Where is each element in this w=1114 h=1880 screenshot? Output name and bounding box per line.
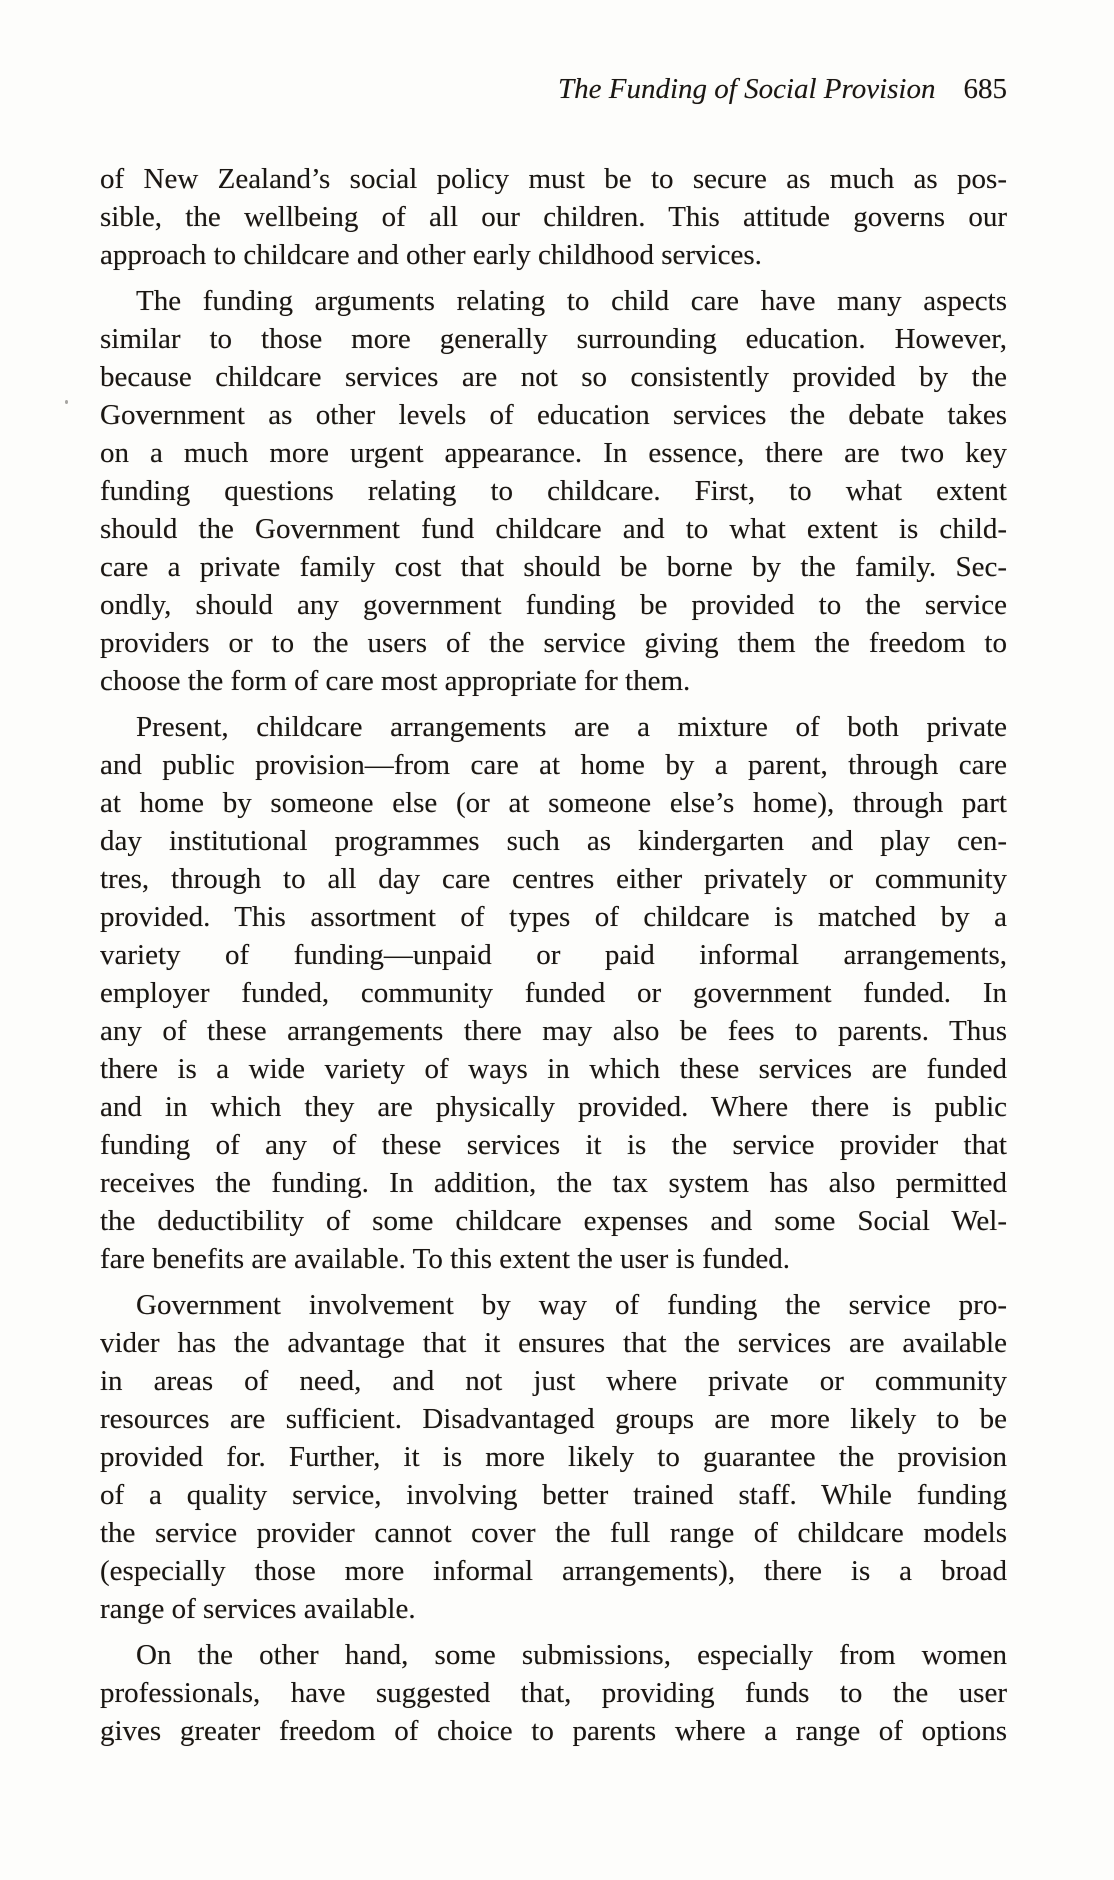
text-line: there is a wide variety of ways in which these services are funded [100,1053,1007,1085]
text-line: any of these arrangements there may also be fees to parents. Thus [100,1015,1007,1047]
text-line: variety of funding—unpaid or paid informal arrangements, [100,939,1007,971]
paragraph [100,1286,1007,1628]
text-line: provided. This assortment of types of childcare is matched by a [100,901,1007,933]
text-line: in areas of need, and not just where private or community [100,1365,1007,1397]
text-line: funding questions relating to childcare. First, to what extent [100,475,1007,507]
text-line: range of services available. [100,1593,416,1625]
text-line: and in which they are physically provided. Where there is public [100,1091,1007,1123]
text-line: professionals, have suggested that, providing funds to the user [100,1677,1007,1709]
text-line: ondly, should any government funding be provided to the service [100,589,1007,621]
text-line: Present, childcare arrangements are a mixture of both private [136,711,1007,743]
text-line: should the Government fund childcare and to what extent is child- [100,513,1007,545]
text-line: vider has the advantage that it ensures that the services are available [100,1327,1007,1359]
text-line: day institutional programmes such as kindergarten and play cen- [100,825,1007,857]
text-line: care a private family cost that should be borne by the family. Sec- [100,551,1007,583]
text-line: tres, through to all day care centres either privately or community [100,863,1007,895]
text-line: because childcare services are not so consistently provided by the [100,361,1007,393]
text-line: choose the form of care most appropriate for them. [100,665,691,697]
page-body [100,160,1007,1750]
page-number: 685 [963,73,1007,105]
text-line: funding of any of these services it is the service provider that [100,1129,1007,1161]
paragraph [100,708,1007,1278]
text-line: Government as other levels of education services the debate takes [100,399,1007,431]
text-line: sible, the wellbeing of all our children. This attitude governs our [100,201,1007,233]
text-line: The funding arguments relating to child care have many aspects [136,285,1007,317]
text-line: employer funded, community funded or government funded. In [100,977,1007,1009]
paragraph [100,1636,1007,1750]
text-line: providers or to the users of the service giving them the freedom to [100,627,1007,659]
text-line: Government involvement by way of funding the service pro- [136,1289,1007,1321]
text-line: of New Zealand’s social policy must be to secure as much as pos- [100,163,1007,195]
text-line: (especially those more informal arrangements), there is a broad [100,1555,1007,1587]
text-line: gives greater freedom of choice to parents where a range of options [100,1715,1007,1747]
text-line: the deductibility of some childcare expenses and some Social Wel- [100,1205,1007,1237]
text-line: similar to those more generally surrounding education. However, [100,323,1007,355]
text-line: and public provision—from care at home by a parent, through care [100,749,1007,781]
text-line: approach to childcare and other early childhood services. [100,239,762,271]
page-header [100,70,1007,108]
text-line: the service provider cannot cover the full range of childcare models [100,1517,1007,1549]
text-line: On the other hand, some submissions, especially from women [136,1639,1007,1671]
running-head-title: The Funding of Social Provision [557,73,936,105]
scan-artifact [65,400,68,404]
paragraph [100,160,1007,274]
text-line: provided for. Further, it is more likely to guarantee the provision [100,1441,1007,1473]
text-line: fare benefits are available. To this extent the user is funded. [100,1243,790,1275]
text-line: of a quality service, involving better trained staff. While funding [100,1479,1007,1511]
text-line: resources are sufficient. Disadvantaged groups are more likely to be [100,1403,1007,1435]
paragraph [100,282,1007,700]
text-line: at home by someone else (or at someone else’s home), through part [100,787,1007,819]
text-line: receives the funding. In addition, the tax system has also permitted [100,1167,1007,1199]
text-line: on a much more urgent appearance. In essence, there are two key [100,437,1007,469]
